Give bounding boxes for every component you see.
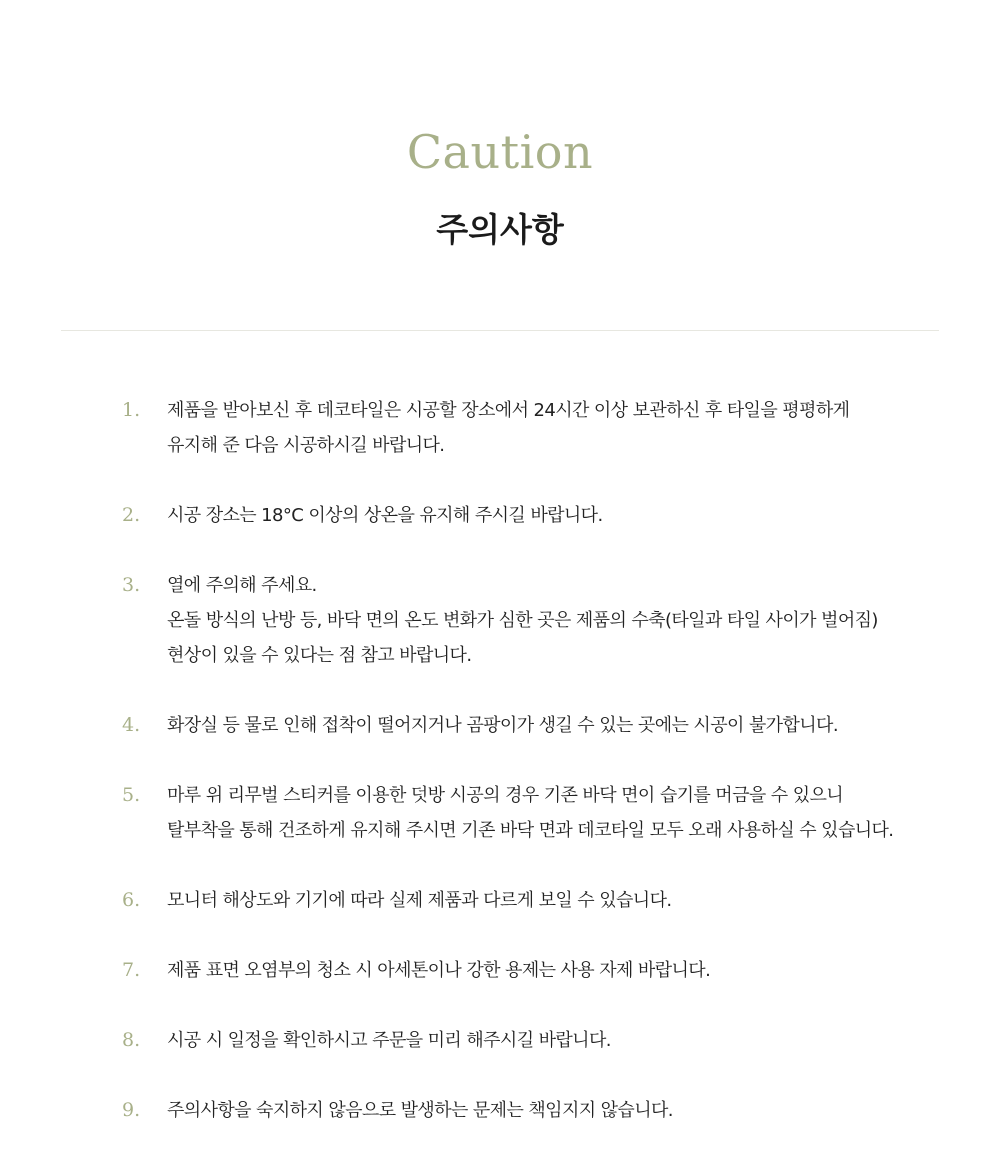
page-title: 주의사항 [436,210,564,249]
item-text [167,393,947,463]
item-text-line: 온돌 방식의 난방 등, 바닥 면의 온도 변화가 심한 곳은 제품의 수축(타일과 타일 사이가 벌어짐) [167,610,878,631]
item-number: 8. [122,1029,141,1051]
item-text-line: 탈부착을 통해 건조하게 유지해 주시면 기존 바닥 면과 데코타일 모두 오래 사용하실 수 있습니다. [167,820,894,841]
list-item [0,568,1000,673]
list-item [0,778,1000,848]
list-item [0,1093,1000,1128]
item-text [167,1023,947,1058]
item-number: 5. [122,784,141,806]
list-item [0,708,1000,743]
list-item [0,393,1000,463]
item-text-line: 시공 시 일정을 확인하시고 주문을 미리 해주시길 바랍니다. [167,1030,611,1051]
item-number: 6. [122,889,141,911]
list-item [0,953,1000,988]
item-text [167,778,947,848]
list-item [0,1023,1000,1058]
item-text-line: 열에 주의해 주세요. [167,575,317,596]
item-text-line: 주의사항을 숙지하지 않음으로 발생하는 문제는 책임지지 않습니다. [167,1100,673,1121]
caution-heading: Caution [406,125,594,179]
item-number: 4. [122,714,141,736]
item-number: 3. [122,574,141,596]
item-text-line: 제품 표면 오염부의 청소 시 아세톤이나 강한 용제는 사용 자제 바랍니다. [167,960,711,981]
item-text-line: 모니터 해상도와 기기에 따라 실제 제품과 다르게 보일 수 있습니다. [167,890,672,911]
item-number: 9. [122,1099,141,1121]
item-text-line: 마루 위 리무벌 스티커를 이용한 덧방 시공의 경우 기존 바닥 면이 습기를 머금을 수 있으니 [167,785,844,806]
list-item [0,883,1000,918]
item-text [167,1093,947,1128]
list-item [0,498,1000,533]
item-text [167,568,947,673]
item-text [167,498,947,533]
item-number: 7. [122,959,141,981]
item-text [167,708,947,743]
item-number: 2. [122,504,141,526]
item-text-line: 화장실 등 물로 인해 접착이 떨어지거나 곰팡이가 생길 수 있는 곳에는 시공이 불가합니다. [167,715,838,736]
caution-list [0,393,1000,1163]
section-divider [61,330,939,331]
item-text-line: 현상이 있을 수 있다는 점 참고 바랍니다. [167,645,472,666]
item-text-line: 유지해 준 다음 시공하시길 바랍니다. [167,435,445,456]
item-text [167,883,947,918]
item-text-line: 제품을 받아보신 후 데코타일은 시공할 장소에서 24시간 이상 보관하신 후 타일을 평평하게 [167,400,850,421]
item-text [167,953,947,988]
item-number: 1. [122,399,141,421]
item-text-line: 시공 장소는 18°C 이상의 상온을 유지해 주시길 바랍니다. [167,505,603,526]
